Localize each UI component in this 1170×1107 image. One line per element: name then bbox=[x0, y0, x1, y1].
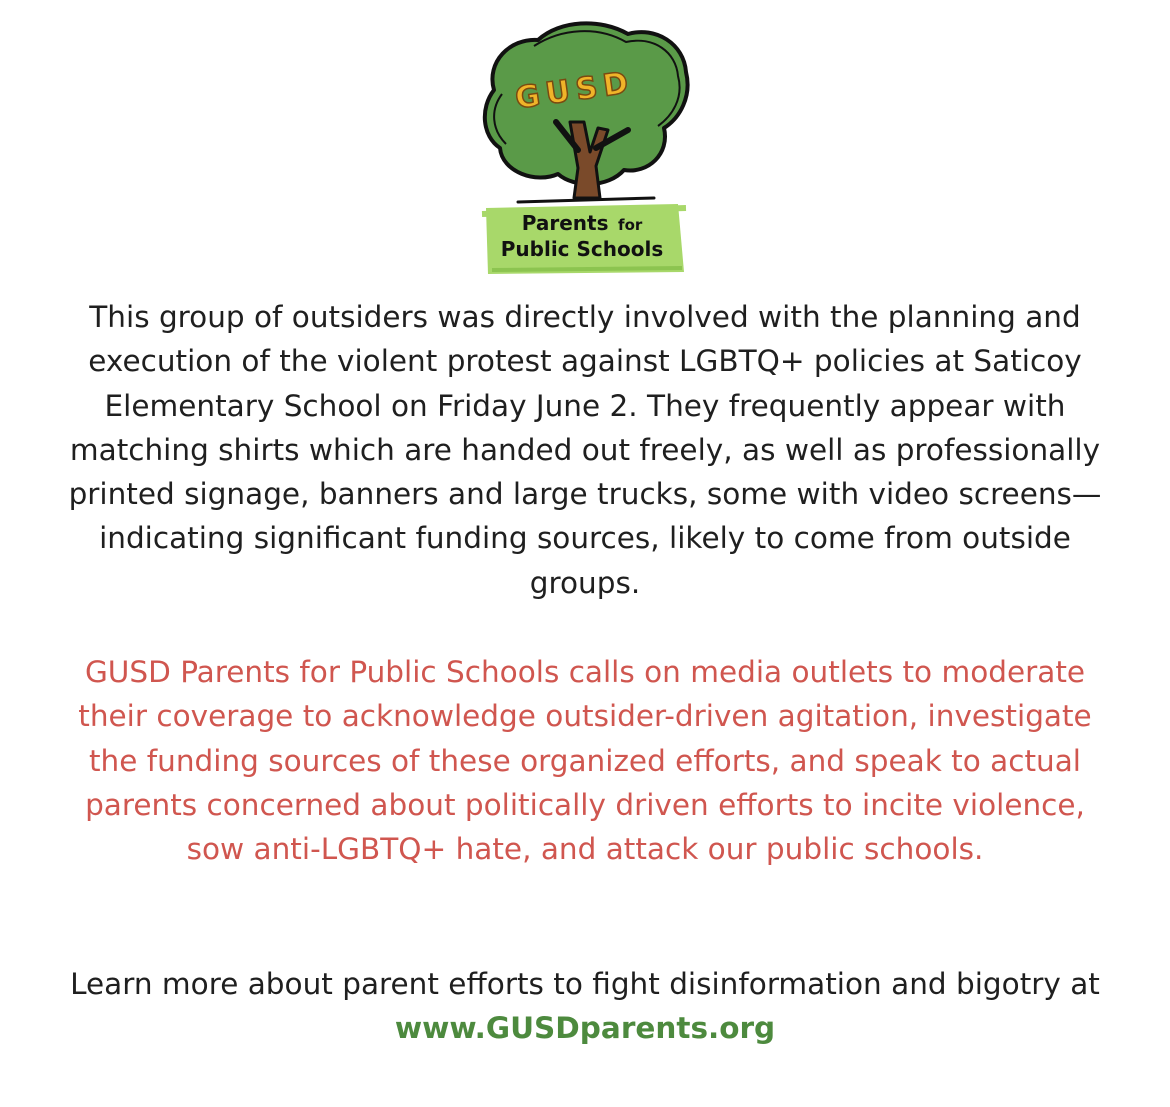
ground-line bbox=[518, 198, 654, 202]
logo-sign-line-1-small: for bbox=[618, 216, 643, 234]
learn-more-text: Learn more about parent efforts to fight disinformation and bigotry at bbox=[70, 967, 1100, 1001]
sign-stroke-2 bbox=[492, 268, 682, 270]
gusd-parents-link[interactable]: www.GUSDparents.org bbox=[394, 1011, 776, 1046]
statement-paragraph-1: This group of outsiders was directly involved with the planning and execution of the violent protest against LGBTQ+ policies at Saticoy Elementary School on Friday June 2. They frequently appear with matching shirts which are handed out freely, as well as professionally printed signage, banners and large trucks, some with video screens— indicating significant funding sources, likely to come from outside groups. bbox=[68, 300, 1102, 600]
logo-sign-line-2: Public Schools bbox=[500, 237, 664, 261]
logo-sign-line-1-main: Parents bbox=[521, 211, 609, 235]
gusd-parents-logo bbox=[478, 18, 694, 284]
learn-more-paragraph bbox=[60, 962, 1110, 1051]
tree-logo-graphic bbox=[478, 18, 694, 284]
call-to-action-paragraph: GUSD Parents for Public Schools calls on media outlets to moderate their coverage to acknowledge outsider-driven agitation, investigate the funding sources of these organized efforts, and speak to actual parents concerned about politically driven efforts to incite violence, sow anti-LGBTQ+ hate, and attack our public schools. bbox=[78, 655, 1092, 867]
logo-gusd-letters: GUSD bbox=[513, 64, 637, 117]
